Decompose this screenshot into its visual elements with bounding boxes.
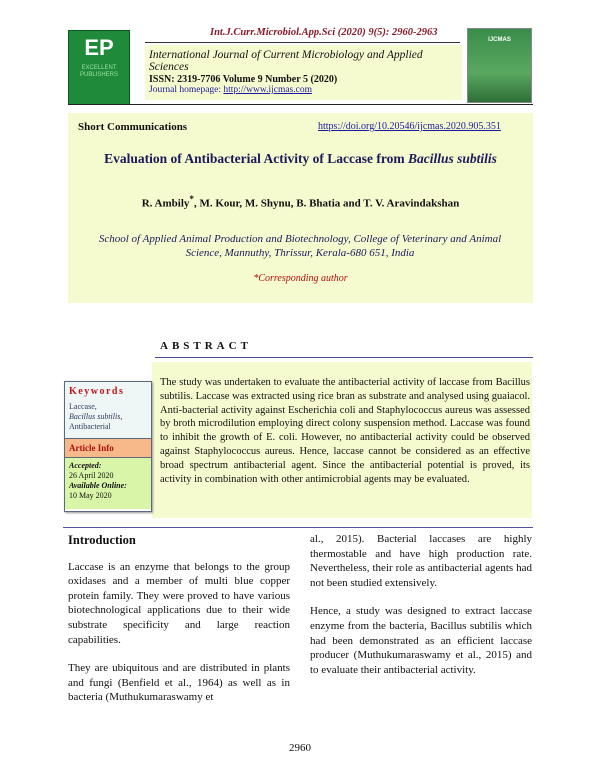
accepted-date: 26 April 2020 <box>69 471 114 480</box>
paragraph: al., 2015). Bacterial laccases are highly thermostable and have high production rate. Nevertheless, their role as antibacterial agents had not been studied extensively. <box>310 533 532 589</box>
author-first: R. Ambily <box>141 197 190 210</box>
logo-letters: EP <box>84 35 114 60</box>
divider <box>68 104 533 105</box>
authors-rest: , M. Kour, M. Shynu, B. Bhatia and T. V. Aravindakshan <box>193 197 460 210</box>
homepage-link[interactable]: http://www.ijcmas.com <box>223 85 312 95</box>
right-column <box>310 532 532 691</box>
journal-name: International Journal of Current Microbiology and Applied Sciences <box>149 49 423 73</box>
journal-band <box>145 45 462 100</box>
divider <box>155 357 533 358</box>
issn: ISSN: 2319-7706 Volume 9 Number 5 (2020) <box>149 74 338 85</box>
keyword: Antibacterial <box>69 422 111 431</box>
page-number: 2960 <box>289 742 311 754</box>
paragraph: Hence, a study was designed to extract laccase enzyme from the bacteria, Bacillus subtilis which had been demonstrated as an efficient laccase producer (Muthukumaraswamy et al., 2015) and to evaluate their antibacterial activity. <box>310 605 532 676</box>
article-info-heading: Article Info <box>65 438 151 458</box>
online-date: 10 May 2020 <box>69 491 112 500</box>
logo-text: EXCELLENT PUBLISHERS <box>79 65 118 78</box>
cover-title: IJCMAS <box>488 37 511 43</box>
publisher-logo <box>68 30 130 105</box>
keyword: Bacillus subtilis, <box>69 412 123 421</box>
affiliation: School of Applied Animal Production and Biotechnology, College of Veterinary and Animal Science, Mannuthy, Thrissur, Kerala-680 651, India <box>98 233 502 259</box>
abstract-heading: ABSTRACT <box>160 340 252 352</box>
divider <box>63 527 533 528</box>
author-mark: * <box>189 194 194 204</box>
left-column <box>68 533 290 719</box>
title-species: Bacillus subtilis <box>407 151 497 166</box>
authors <box>68 194 533 210</box>
paragraph: Laccase is an enzyme that belongs to the group oxidases and a member of multi blue copper protein family. They were proved to have various biotechnological applications due to their wide substrate specificity and large reaction capabilities. <box>68 560 290 646</box>
abstract-text: The study was undertaken to evaluate the antibacterial activity of laccase from Bacillus subtilis. Laccase was extracted using rice bran as substrate and analysed using guaiacol. Anti-bacterial activity against Escherichia coli and Staphylococcus aureus was assessed by broth microdilution employing direct colony suspension method. Laccase was found to inhibit the growth of E. coli. However, no antibacterial activity could be observed against Staphylococcus aureus. Hence, laccase cannot be considered as an effective broad spectrum antibacterial agent. Since the antibacterial potential is proved, its activity in combination with other antimicrobial agents may be evaluated. <box>160 377 530 485</box>
homepage-label: Journal homepage: <box>149 85 224 95</box>
keyword: Laccase, <box>69 402 97 411</box>
online-label: Available Online: <box>69 481 127 490</box>
corresponding-author: *Corresponding author <box>253 273 348 284</box>
citation: Int.J.Curr.Microbiol.App.Sci (2020) 9(5): 2960-2963 <box>210 27 438 38</box>
keywords-heading: Keywords <box>69 386 125 397</box>
keywords-box <box>64 381 152 512</box>
doi-link[interactable]: https://doi.org/10.20546/ijcmas.2020.905.351 <box>318 121 501 132</box>
homepage <box>149 85 458 95</box>
divider <box>145 42 460 43</box>
title-text: Evaluation of Antibacterial Activity of Laccase from <box>104 151 408 166</box>
paragraph: They are ubiquitous and are distributed in plants and fungi (Benfield et al., 1964) as well as in bacteria (Muthukumaraswamy et <box>68 662 290 704</box>
section-heading: Introduction <box>68 533 136 547</box>
journal-cover-image <box>467 28 532 103</box>
article-type: Short Communications <box>78 121 188 133</box>
accepted-label: Accepted: <box>69 461 102 470</box>
article-title <box>68 151 533 167</box>
